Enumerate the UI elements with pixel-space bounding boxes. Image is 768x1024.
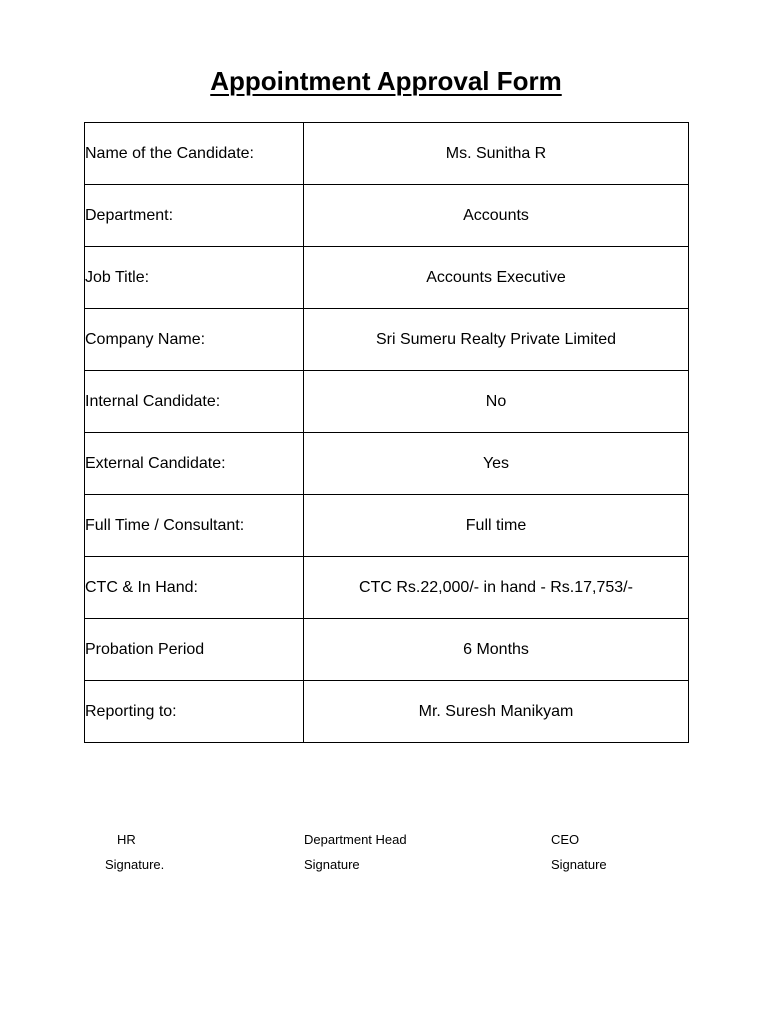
table-row xyxy=(85,495,689,557)
field-value-job-title: Accounts Executive xyxy=(304,247,689,309)
department-head-role-label: Department Head xyxy=(304,832,407,847)
field-label-employment-type: Full Time / Consultant: xyxy=(85,495,304,557)
table-row xyxy=(85,371,689,433)
field-label-reporting-to: Reporting to: xyxy=(85,681,304,743)
field-label-external-candidate: External Candidate: xyxy=(85,433,304,495)
table-row xyxy=(85,619,689,681)
table-row xyxy=(85,123,689,185)
field-value-probation-period: 6 Months xyxy=(304,619,689,681)
ceo-signature-label: Signature xyxy=(551,857,607,872)
field-value-department: Accounts xyxy=(304,185,689,247)
ceo-role-label: CEO xyxy=(551,832,580,847)
field-value-internal-candidate: No xyxy=(304,371,689,433)
hr-role-label: HR xyxy=(117,832,136,847)
field-label-department: Department: xyxy=(85,185,304,247)
field-value-employment-type: Full time xyxy=(304,495,689,557)
field-label-ctc: CTC & In Hand: xyxy=(85,557,304,619)
hr-signature-label: Signature. xyxy=(105,857,165,872)
department-head-signature-label: Signature xyxy=(304,857,360,872)
appointment-details-table xyxy=(84,122,689,743)
table-row xyxy=(85,247,689,309)
table-row xyxy=(85,433,689,495)
field-label-company-name: Company Name: xyxy=(85,309,304,371)
field-label-candidate-name: Name of the Candidate: xyxy=(85,123,304,185)
form-title: Appointment Approval Form xyxy=(210,66,562,96)
table-row xyxy=(85,185,689,247)
field-label-job-title: Job Title: xyxy=(85,247,304,309)
field-value-external-candidate: Yes xyxy=(304,433,689,495)
field-value-reporting-to: Mr. Suresh Manikyam xyxy=(304,681,689,743)
field-value-company-name: Sri Sumeru Realty Private Limited xyxy=(304,309,689,371)
field-label-internal-candidate: Internal Candidate: xyxy=(85,371,304,433)
table-row xyxy=(85,681,689,743)
field-value-ctc: CTC Rs.22,000/- in hand - Rs.17,753/- xyxy=(304,557,689,619)
table-row xyxy=(85,557,689,619)
field-label-probation-period: Probation Period xyxy=(85,619,304,681)
table-row xyxy=(85,309,689,371)
field-value-candidate-name: Ms. Sunitha R xyxy=(304,123,689,185)
